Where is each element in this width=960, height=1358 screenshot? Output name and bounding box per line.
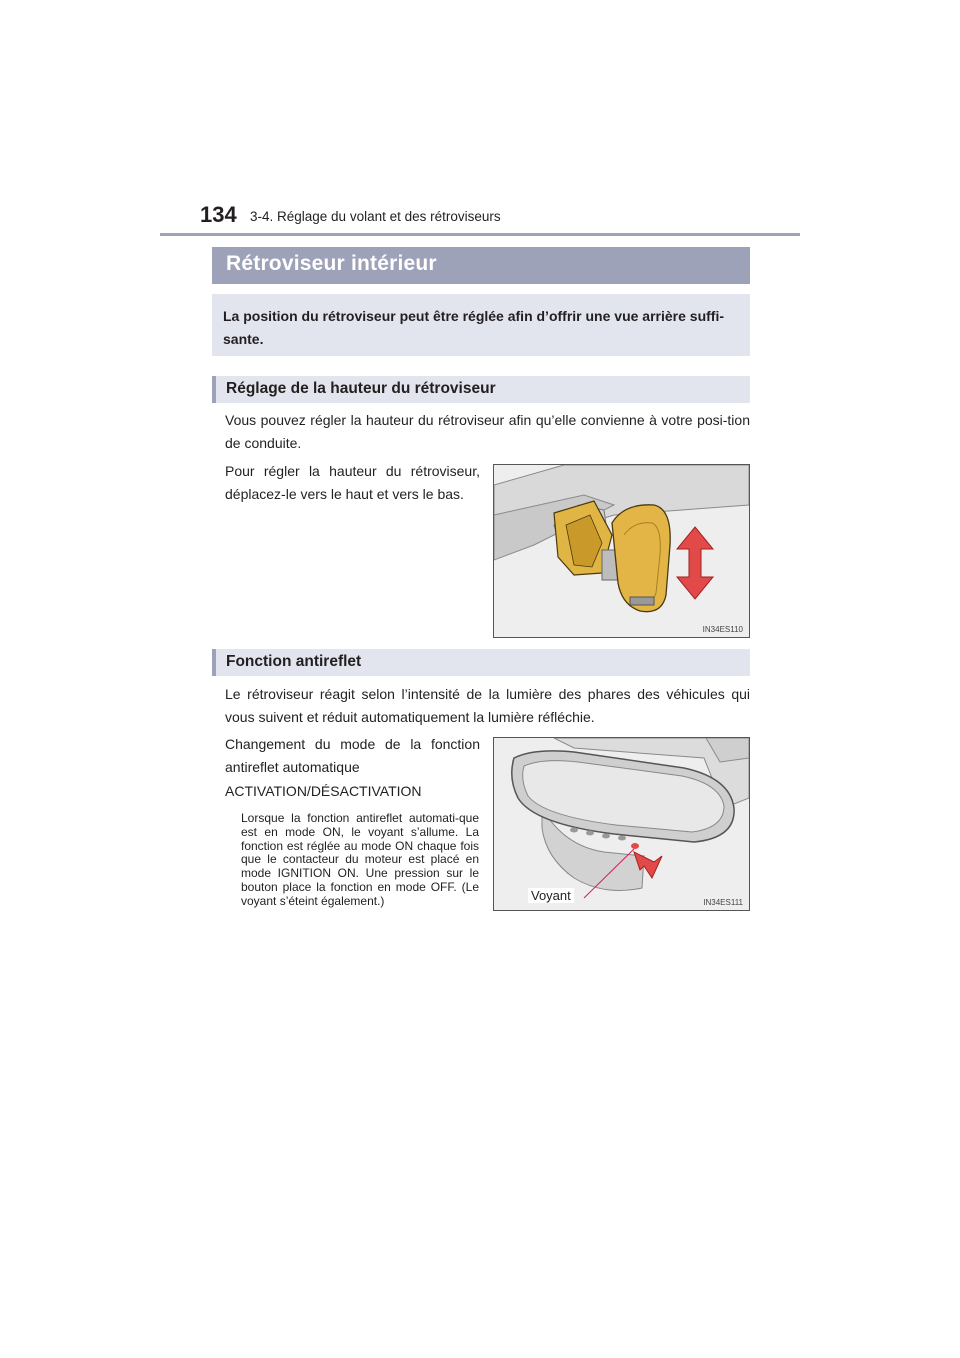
mirror-height-illustration [493, 464, 750, 638]
intro-box [212, 294, 750, 356]
mirror-height-drawing [494, 465, 749, 637]
antiglare-note: Lorsque la fonction antireflet automati-que est en mode ON, le voyant s’allume. La fonction est réglée au mode ON chaque fois que le contacteur du moteur est placé en mode IGNITION ON. Une pression sur le bouton place la fonction en mode OFF. (Le voyant s’éteint également.) [241, 811, 479, 908]
page-number: 134 [200, 202, 237, 227]
antiglare-paragraph: Le rétroviseur réagit selon l’intensité de la lumière des phares des véhicules qui vous suivent et réduit automatiquement la lumière réfléchie. [225, 686, 750, 725]
antiglare-onoff-text: ACTIVATION/DÉSACTIVATION [225, 783, 422, 799]
antiglare-mode-text: Changement du mode de la fonction antireflet automatique [225, 736, 480, 775]
page-title: Rétroviseur intérieur [226, 252, 437, 275]
voyant-label: Voyant [528, 888, 574, 903]
antiglare-heading: Fonction antireflet [226, 653, 362, 670]
figure-code: IN34ES110 [702, 625, 743, 634]
title-band [212, 247, 750, 284]
height-heading-band [212, 376, 750, 403]
height-instruction: Pour régler la hauteur du rétroviseur, déplacez-le vers le haut et vers le bas. [225, 463, 480, 502]
antiglare-heading-band [212, 649, 750, 676]
antiglare-mirror-drawing [494, 738, 749, 910]
intro-text: La position du rétroviseur peut être réglée afin d’offrir une vue arrière suffi-sante. [223, 308, 724, 347]
figure-code: IN34ES111 [703, 898, 743, 907]
height-paragraph: Vous pouvez régler la hauteur du rétroviseur afin qu’elle convienne à votre posi-tion de conduite. [225, 412, 750, 451]
section-reference: 3-4. Réglage du volant et des rétroviseurs [250, 209, 501, 224]
antiglare-mirror-illustration [493, 737, 750, 911]
header-divider [160, 233, 800, 236]
height-heading: Réglage de la hauteur du rétroviseur [226, 380, 496, 397]
